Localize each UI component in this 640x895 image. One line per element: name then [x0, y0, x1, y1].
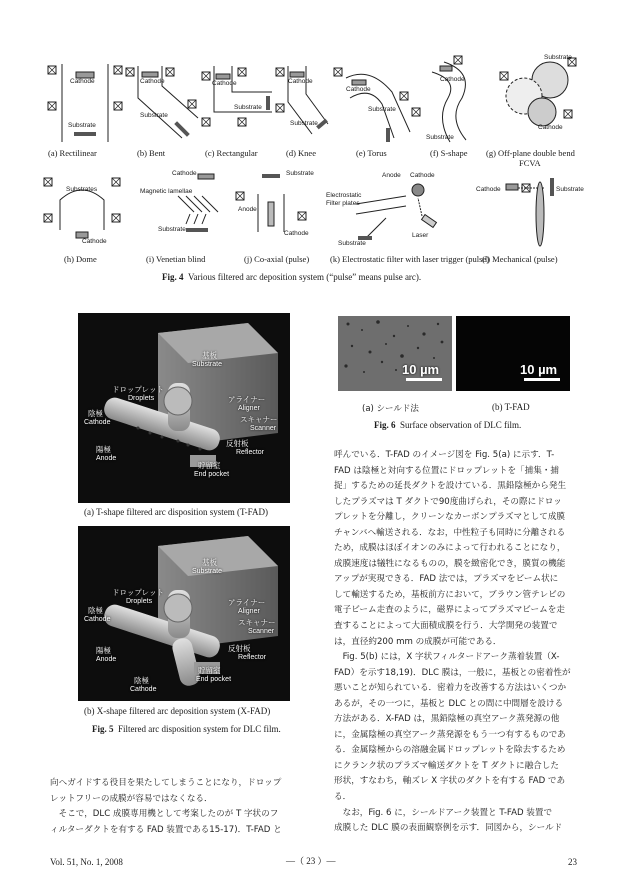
fig5a-substrate-en: Substrate — [192, 361, 222, 368]
fig4-label-d: (d) Knee — [286, 148, 316, 158]
fig6-image-a — [338, 316, 452, 391]
panel-j-cathode: Cathode — [284, 230, 309, 237]
fig4-panel-l — [470, 170, 600, 252]
fig5-caption-num: Fig. 5 — [92, 724, 114, 734]
footer-journal: Vol. 51, No. 1, 2008 — [50, 857, 123, 867]
fig5b-droplets-en: Droplets — [126, 598, 153, 605]
right-line-20: る．金属陰極からの溶融金属ドロップレットを除去するため — [334, 745, 566, 756]
right-line-12: 査することによって大面積成膜を行う．大学開発の装置で — [334, 621, 558, 632]
fig6-caption-text: Surface observation of DLC film. — [400, 420, 522, 430]
right-line-4: したプラズマは T ダクトで90度曲げられ，その際にドロッ — [334, 496, 562, 507]
panel-k-laser: Laser — [412, 232, 429, 239]
fig4-label-e: (e) Torus — [356, 148, 387, 158]
footer-page-center: —（ 23 ）— — [286, 856, 336, 866]
fig5a-droplets-en: Droplets — [128, 395, 155, 402]
panel-l-substrate: Substrate — [556, 186, 584, 193]
right-line-16: 悪いことが知られている．密着力を改善する方法はいくつか — [334, 683, 567, 694]
fig4-label-f: (f) S-shape — [430, 148, 468, 158]
right-line-7: ため，成膜はほぼイオンのみによって行われることになり， — [334, 543, 566, 554]
fig5a-substrate-jp: 基板 — [202, 351, 217, 360]
fig4-label-h: (h) Dome — [64, 254, 97, 264]
panel-c-substrate: Substrate — [234, 104, 262, 111]
right-line-19: に，金属陰極の真空アーク蒸発源をもう一つ有するものであ — [334, 729, 566, 740]
fig4-panel-i — [138, 166, 238, 250]
fig4-label-b: (b) Bent — [137, 148, 166, 158]
right-line-14: Fig. 5(b) には，X 字状フィルタードアーク蒸着装置（X- — [334, 652, 560, 663]
fig5b-reflector-en: Reflector — [238, 654, 267, 661]
fig4-caption-text: Various filtered arc deposition system (“pulse” means pulse arc). — [188, 272, 422, 282]
panel-b-cathode: Cathode — [140, 78, 165, 85]
panel-f-cathode: Cathode — [440, 76, 465, 83]
panel-g-cathode: Cathode — [538, 124, 563, 131]
fig5b-aligner-jp: アライナー — [228, 598, 266, 607]
fig5-caption — [92, 724, 281, 734]
right-line-8: 成膜速度は犠牲になるものの，膜を緻密化でき，膜質の機能 — [334, 558, 566, 569]
fig4-label-l: (l) Mechanical (pulse) — [482, 254, 558, 264]
fig5b-pocket-en: End pocket — [196, 676, 232, 683]
panel-k-substrate: Substrate — [338, 240, 366, 247]
fig5a-cathode-jp: 陰極 — [88, 409, 103, 418]
fig5a-render — [78, 313, 290, 503]
fig4-panel-f — [404, 52, 484, 146]
panel-j-anode: Anode — [238, 206, 257, 213]
fig6b-sub: (b) T-FAD — [492, 402, 530, 412]
fig4-caption — [162, 272, 421, 282]
panel-d-substrate: Substrate — [290, 120, 318, 127]
fig5b-aligner-en: Aligner — [238, 608, 260, 615]
fig4-label-g: (g) Off-plane double bend — [486, 148, 575, 158]
fig5b-cathode-jp: 陰極 — [88, 606, 103, 615]
fig5a-reflector-en: Reflector — [236, 449, 265, 456]
fig5b-sub: (b) X-shape filtered arc deposition system (X-FAD) — [84, 706, 271, 716]
footer-page-number: 23 — [568, 857, 577, 867]
right-column-text — [334, 448, 604, 837]
fig4-label-c: (c) Rectangular — [205, 148, 258, 158]
right-line-2: FAD は陰極と対向する位置にドロップレットを「捕集・捕 — [334, 465, 560, 476]
fig5a-pocket-jp: 貯留室 — [198, 461, 221, 470]
fig5a-anode-jp: 陽極 — [96, 445, 111, 454]
right-line-18: 方法がある．X-FAD は，黒鉛陰極の真空アーク蒸発源の他 — [334, 714, 560, 725]
fig4-panel-b — [122, 62, 206, 146]
right-line-9: アップが実現できる．FAD 法では，プラズマをビーム状に — [334, 574, 559, 585]
left-line-2: レットフリーの成膜が容易ではなくなる． — [50, 793, 213, 804]
panel-e-substrate: Substrate — [368, 106, 396, 113]
panel-k-plates2: Filter plates — [326, 200, 360, 207]
left-line-1: 向へガイドする役目を果たしてしまうことになり，ドロップ — [50, 778, 282, 788]
right-line-5: プレットを分離し，クリーンなカーボンプラズマとして成膜 — [334, 512, 566, 523]
fig5-caption-text: Filtered arc disposition system for DLC film. — [118, 724, 281, 734]
panel-f-substrate: Substrate — [426, 134, 454, 141]
right-line-24: なお，Fig. 6 に，シールドアーク装置と T-FAD 装置で — [334, 807, 553, 818]
fig5b-anode-en: Anode — [96, 656, 117, 663]
fig5b-cathode2-jp: 陰極 — [134, 676, 149, 685]
panel-l-cathode: Cathode — [476, 186, 501, 193]
fig5b-substrate-jp: 基板 — [202, 558, 217, 567]
panel-d-cathode: Cathode — [288, 78, 313, 85]
right-line-10: して輸送するため，基板前方において，ブラウン管テレビの — [334, 589, 566, 600]
fig5a-anode-en: Anode — [96, 455, 117, 462]
panel-a-cathode: Cathode — [70, 78, 95, 85]
fig4-label-g2: FCVA — [519, 158, 541, 168]
fig5a-sub: (a) T-shape filtered arc disposition system (T-FAD) — [84, 507, 268, 517]
fig5a-aligner-jp: アライナー — [228, 395, 266, 404]
panel-c-cathode: Cathode — [212, 80, 237, 87]
panel-i-substrate: Substrate — [158, 226, 186, 233]
right-line-15: FAD）を示す18,19)．DLC 膜は，一般に，基板との密着性が — [334, 667, 571, 678]
right-line-13: は，直径約200 mm の成膜が可能である． — [334, 636, 502, 647]
left-line-3: そこで，DLC 成膜専用機として考案したのが T 字状のフ — [50, 809, 279, 820]
fig5b-substrate-en: Substrate — [192, 568, 222, 575]
fig4-panel-g — [490, 52, 590, 146]
panel-h-cathode: Cathode — [82, 238, 107, 245]
fig6a-sub: (a) シールド法 — [362, 404, 419, 414]
right-line-17: あるが，その一つに，基板と DLC との間に中間層を設ける — [334, 698, 564, 709]
fig5a-cathode-en: Cathode — [84, 419, 111, 426]
fig5b-droplets-jp: ドロップレット — [112, 588, 164, 597]
right-line-23: る． — [334, 792, 352, 803]
fig5b-cathode-en: Cathode — [84, 616, 111, 623]
panel-a-substrate: Substrate — [68, 122, 96, 129]
fig5a-pocket-en: End pocket — [194, 471, 230, 478]
fig6b-scale: 10 µm — [520, 362, 558, 377]
fig4-label-j: (j) Co-axial (pulse) — [244, 254, 310, 264]
fig5b-reflector-jp: 反射板 — [228, 644, 251, 653]
fig5a-scanner-jp: スキャナー — [240, 415, 278, 424]
fig6a-scale: 10 µm — [402, 362, 440, 377]
panel-i-cathode: Cathode — [172, 170, 197, 177]
fig4-panel-j — [232, 166, 318, 250]
right-line-6: チャンバへ輸送される．なお，中性粒子も同時に分離される — [334, 527, 566, 538]
fig5b-render — [78, 526, 290, 701]
panel-i-lamellae: Magnetic lamellae — [140, 188, 193, 195]
right-line-25: 成膜した DLC 膜の表面観察例を示す．同図から，シールド — [334, 823, 563, 834]
right-line-21: にクランク状のプラズマ輸送ダクトを T ダクトに融合した — [334, 760, 559, 771]
right-line-11: 電子ビーム走査のように，磁界によってプラズマビームを走 — [334, 605, 565, 616]
right-line-22: 形状，すなわち，軸ズレ X 字状のダクトを有する FAD であ — [334, 776, 566, 787]
fig4-label-k: (k) Electrostatic filter with laser trigger (pulse) — [330, 254, 490, 264]
right-line-1: 呼んでいる．T-FAD のイメージ図を Fig. 5(a) に示す．T- — [334, 450, 555, 460]
panel-j-substrate: Substrate — [286, 170, 314, 177]
fig4-label-i: (i) Venetian blind — [146, 254, 206, 264]
fig5b-pocket-jp: 貯留室 — [198, 666, 221, 675]
fig5a-droplets-jp: ドロップレット — [112, 385, 164, 394]
panel-g-substrate: Substrate — [544, 54, 572, 61]
panel-k-anode: Anode — [382, 172, 401, 179]
fig4-panel-k — [326, 170, 456, 252]
panel-k-plates: Electrostatic — [326, 192, 362, 199]
right-line-3: 捉」するための延長ダクトを設けている．黒鉛陰極から発生 — [334, 481, 567, 492]
fig5b-scanner-jp: スキャナー — [238, 618, 276, 627]
panel-k-cathode: Cathode — [410, 172, 435, 179]
fig4-panel-a — [44, 62, 128, 146]
fig4-label-a: (a) Rectilinear — [48, 148, 97, 158]
fig4-panel-h — [40, 170, 124, 252]
fig5b-scanner-en: Scanner — [248, 628, 275, 635]
fig5a-reflector-jp: 反射板 — [226, 439, 249, 448]
fig6-caption — [374, 420, 521, 430]
panel-b-substrate: Substrate — [140, 112, 168, 119]
fig6-image-b — [456, 316, 570, 391]
fig4-caption-num: Fig. 4 — [162, 272, 184, 282]
fig6-caption-num: Fig. 6 — [374, 420, 396, 430]
panel-e-cathode: Cathode — [346, 86, 371, 93]
fig5a-scanner-en: Scanner — [250, 425, 277, 432]
fig5b-cathode2-en: Cathode — [130, 686, 157, 693]
fig5b-anode-jp: 陽極 — [96, 646, 111, 655]
left-line-4: ィルターダクトを有する FAD 装置である15-17)．T-FAD と — [50, 824, 282, 835]
fig5a-aligner-en: Aligner — [238, 405, 260, 412]
left-column-text — [50, 776, 322, 838]
panel-h-substrate: Substrates — [66, 186, 98, 193]
